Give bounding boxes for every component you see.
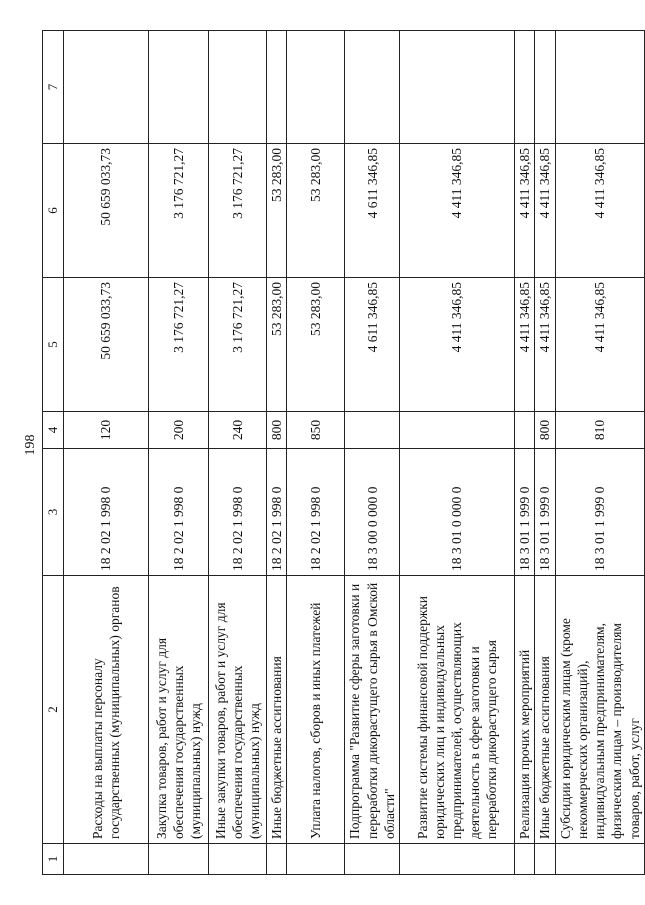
table-row	[287, 31, 345, 875]
cell-amount-5: 4 411 346,85	[515, 278, 535, 412]
cell-amount-6: 3 176 721,27	[149, 144, 209, 278]
cell-type: 800	[535, 412, 555, 449]
cell-name: Иные бюджетные ассигнования	[535, 576, 555, 844]
cell-code: 18 3 01 1 999 0	[555, 449, 644, 576]
cell-index	[64, 844, 149, 875]
table-row	[345, 31, 400, 875]
cell-name: Развитие системы финансовой поддержки юридических лиц и индивидуальных предпринимателей, осуществляющих деятельность в сфере заготовки и переработки дикорастущего сырья	[400, 576, 515, 844]
cell-amount-5: 53 283,00	[287, 278, 345, 412]
cell-name: Уплата налогов, сборов и иных платежей	[287, 576, 345, 844]
cell-type	[345, 412, 400, 449]
cell-code: 18 2 02 1 998 0	[267, 449, 287, 576]
cell-code: 18 2 02 1 998 0	[149, 449, 209, 576]
cell-amount-6: 4 611 346,85	[345, 144, 400, 278]
cell-index	[209, 844, 267, 875]
cell-col-7	[267, 31, 287, 144]
table-row	[535, 31, 555, 875]
header-col-1: 1	[43, 844, 64, 875]
cell-index	[345, 844, 400, 875]
cell-name: Подпрограмма "Развитие сферы заготовки и переработки дикорастущего сырья в Омской области"	[345, 576, 400, 844]
cell-col-7	[287, 31, 345, 144]
cell-amount-6: 53 283,00	[287, 144, 345, 278]
cell-amount-5: 4 411 346,85	[400, 278, 515, 412]
cell-index	[535, 844, 555, 875]
cell-amount-6: 4 411 346,85	[535, 144, 555, 278]
cell-name: Закупка товаров, работ и услуг для обеспечения государственных (муниципальных) нужд	[149, 576, 209, 844]
cell-type: 240	[209, 412, 267, 449]
rotated-table-container	[42, 30, 642, 875]
cell-code: 18 3 01 1 999 0	[535, 449, 555, 576]
cell-amount-6: 50 659 033,73	[64, 144, 149, 278]
cell-amount-5: 4 411 346,85	[535, 278, 555, 412]
cell-name: Иные закупки товаров, работ и услуг для обеспечения государственных (муниципальных) нужд	[209, 576, 267, 844]
budget-table	[42, 30, 645, 875]
cell-type	[515, 412, 535, 449]
cell-amount-5: 3 176 721,27	[209, 278, 267, 412]
cell-name: Иные бюджетные ассигнования	[267, 576, 287, 844]
cell-type	[400, 412, 515, 449]
cell-name: Реализация прочих мероприятий	[515, 576, 535, 844]
table-row	[515, 31, 535, 875]
cell-index	[267, 844, 287, 875]
header-col-6: 6	[43, 144, 64, 278]
cell-amount-5: 3 176 721,27	[149, 278, 209, 412]
cell-code: 18 3 01 0 000 0	[400, 449, 515, 576]
cell-col-7	[535, 31, 555, 144]
cell-type: 810	[555, 412, 644, 449]
cell-code: 18 3 01 1 999 0	[515, 449, 535, 576]
table-row	[209, 31, 267, 875]
cell-amount-6: 3 176 721,27	[209, 144, 267, 278]
header-col-3: 3	[43, 449, 64, 576]
cell-amount-5: 4 611 346,85	[345, 278, 400, 412]
cell-col-7	[345, 31, 400, 144]
cell-amount-5: 4 411 346,85	[555, 278, 644, 412]
cell-amount-6: 53 283,00	[267, 144, 287, 278]
cell-amount-6: 4 411 346,85	[400, 144, 515, 278]
cell-amount-6: 4 411 346,85	[555, 144, 644, 278]
cell-type: 120	[64, 412, 149, 449]
header-col-2: 2	[43, 576, 64, 844]
table-header-row	[43, 31, 64, 875]
cell-index	[287, 844, 345, 875]
cell-amount-5: 53 283,00	[267, 278, 287, 412]
cell-col-7	[400, 31, 515, 144]
cell-index	[515, 844, 535, 875]
cell-amount-5: 50 659 033,73	[64, 278, 149, 412]
table-row	[555, 31, 644, 875]
cell-code: 18 2 02 1 998 0	[64, 449, 149, 576]
cell-amount-6: 4 411 346,85	[515, 144, 535, 278]
table-row	[400, 31, 515, 875]
cell-index	[149, 844, 209, 875]
cell-index	[400, 844, 515, 875]
cell-col-7	[555, 31, 644, 144]
table-row	[64, 31, 149, 875]
cell-code: 18 3 00 0 000 0	[345, 449, 400, 576]
cell-code: 18 2 02 1 998 0	[287, 449, 345, 576]
cell-type: 850	[287, 412, 345, 449]
header-col-4: 4	[43, 412, 64, 449]
cell-name: Расходы на выплаты персоналу государственных (муниципальных) органов	[64, 576, 149, 844]
cell-type: 200	[149, 412, 209, 449]
cell-code: 18 2 02 1 998 0	[209, 449, 267, 576]
header-col-7: 7	[43, 31, 64, 144]
cell-col-7	[149, 31, 209, 144]
cell-index	[555, 844, 644, 875]
page-number: 198	[23, 434, 38, 456]
cell-col-7	[515, 31, 535, 144]
table-row	[267, 31, 287, 875]
cell-col-7	[64, 31, 149, 144]
cell-col-7	[209, 31, 267, 144]
header-col-5: 5	[43, 278, 64, 412]
table-row	[149, 31, 209, 875]
cell-name: Субсидии юридическим лицам (кроме некоммерческих организаций), индивидуальным предпринимателям, физическим лицам – производителям товаров, работ, услуг	[555, 576, 644, 844]
cell-type: 800	[267, 412, 287, 449]
